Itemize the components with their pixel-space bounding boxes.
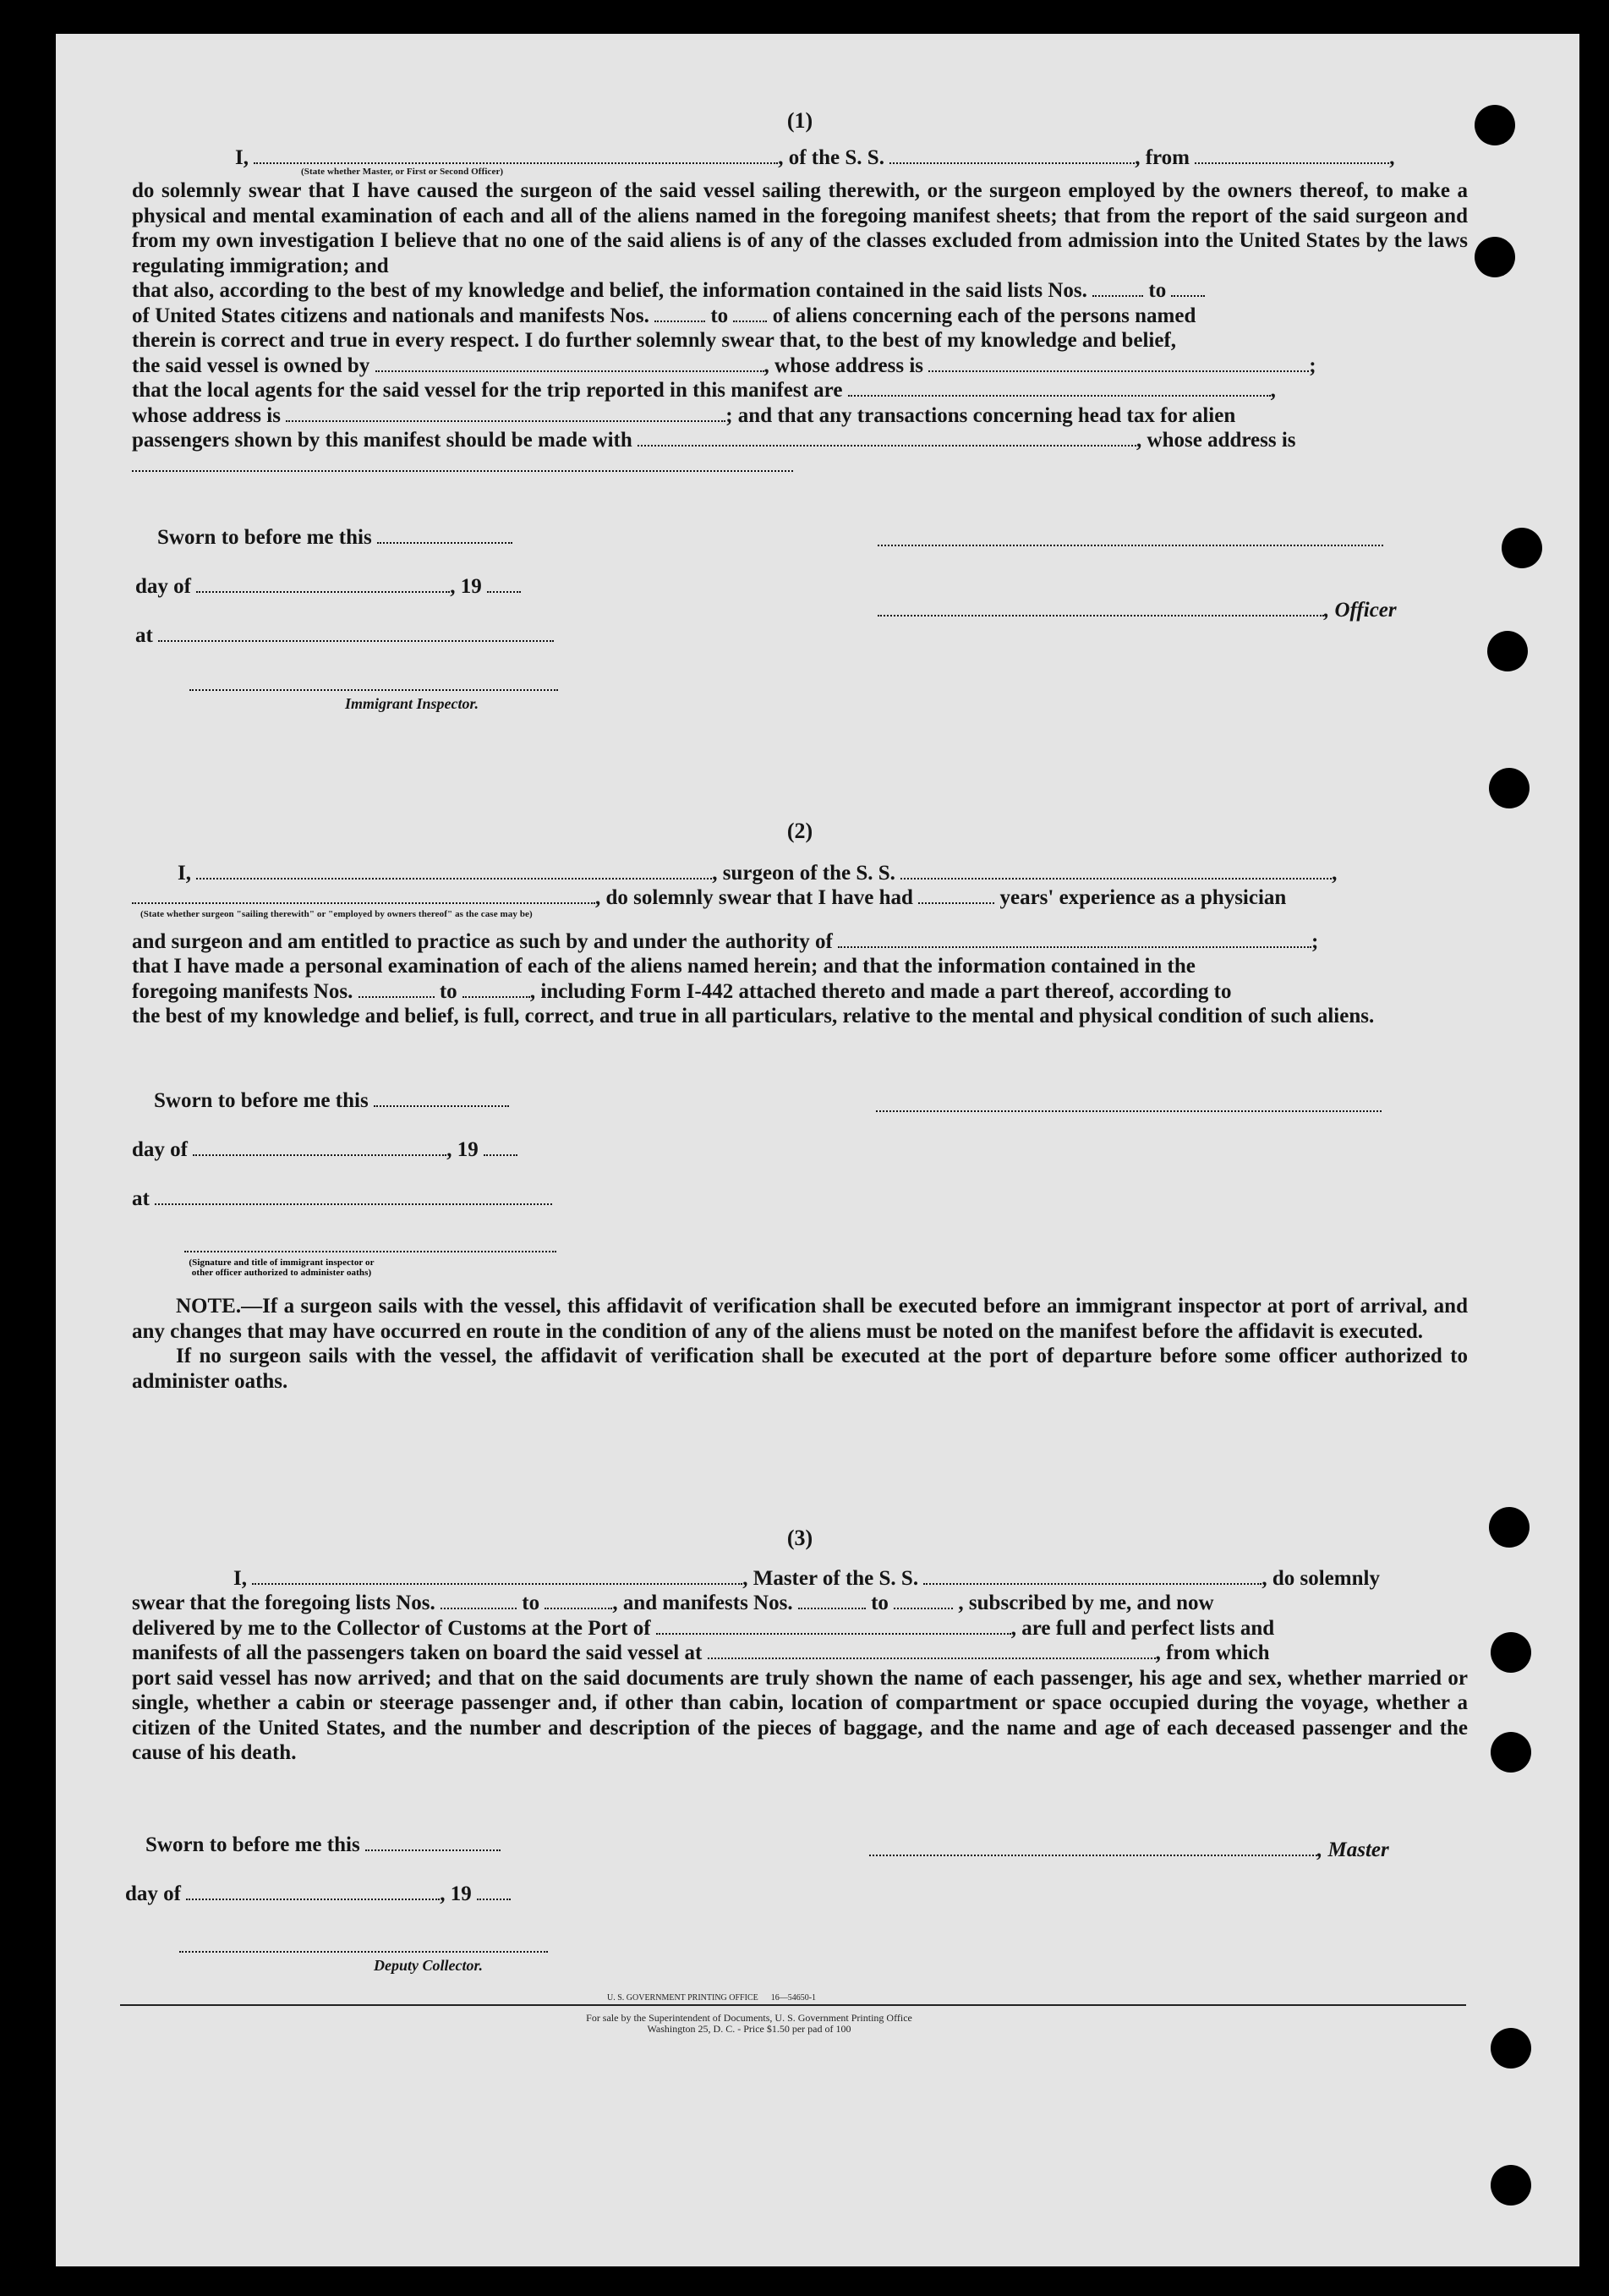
manifests-from-field[interactable]	[654, 320, 705, 322]
officer-name-field[interactable]	[254, 162, 778, 164]
punch-hole	[1475, 237, 1515, 277]
surgeon-name-field[interactable]	[196, 877, 712, 879]
master-line: , Master	[869, 1838, 1389, 1862]
surgeon-manifests-to-field[interactable]	[462, 995, 530, 998]
master-lists-to-field[interactable]	[545, 1607, 612, 1609]
sworn-day-field[interactable]	[377, 541, 512, 544]
sale-notice: For sale by the Superintendent of Documents, U. S. Government Printing Office Washington 25, D. C. - Price $1.50 per pad of 100	[586, 2012, 912, 2035]
master-manifests-from-field[interactable]	[798, 1607, 866, 1609]
authority-field[interactable]	[838, 945, 1311, 948]
at-line-1: at	[135, 624, 554, 648]
punch-hole	[1491, 2028, 1531, 2069]
owner-field[interactable]	[375, 370, 764, 372]
gpo-imprint: U. S. GOVERNMENT PRINTING OFFICE 16—54650-1	[607, 1993, 817, 2003]
year-field[interactable]	[487, 590, 521, 593]
punch-hole	[1489, 1507, 1530, 1548]
punch-hole	[1487, 631, 1528, 671]
section-1-heading: (1)	[786, 108, 813, 133]
inspector-signature-line-2[interactable]	[184, 1250, 556, 1252]
deputy-signature-line[interactable]	[179, 1950, 548, 1953]
lists-to-field[interactable]	[1171, 294, 1205, 297]
month-field-2[interactable]	[193, 1153, 446, 1156]
master-name-field[interactable]	[252, 1582, 742, 1585]
inspector-caption: Immigrant Inspector.	[345, 695, 479, 712]
surgeon-signature-line[interactable]	[876, 1110, 1382, 1112]
section-3-heading: (3)	[786, 1526, 813, 1550]
day-of-line-1: day of , 19	[135, 575, 521, 599]
affidavit-section-2: (2) I, , surgeon of the S. S. , , do solemnly swear that I have had years' experience as a physician (State whether surgeon "sailing therewith" or "employed by owners thereof" as the case may be) and surgeon and am entitled to practice as such by and under the authority of ; that I have made a personal examination of each of the aliens named herein; and that the information contained in the foregoing manifests Nos. to , including Form I-442 attached thereto and made a part thereof, according to the best of my knowledge and belief, is full, correct, and true in all particulars, relative to the mental and physical condition of such aliens.	[132, 819, 1468, 1029]
punch-hole	[1491, 2165, 1531, 2206]
day-of-line-3: day of , 19	[125, 1882, 511, 1906]
head-tax-contact-field[interactable]	[638, 444, 1136, 447]
owner-address-field[interactable]	[928, 370, 1309, 372]
officer-signature-line-top[interactable]	[878, 544, 1383, 546]
officer-line: , Officer	[878, 599, 1397, 622]
manifests-to-field[interactable]	[733, 320, 767, 322]
affidavit-section-1: (1) I, , of the S. S. , from , (State whether Master, or First or Second Officer) do solemnly swear that I have caused the surgeon of the said vessel sailing therewith, or the surgeon employed by the owners thereof, to make a physical and mental examination of each and all of the aliens named in the foregoing manifest sheets; that from the report of the said surgeon and from my own investigation I believe that no one of the said aliens is of any of the classes excluded from admission into the United States by the laws regulating immigration; and that also, according to the best of my knowledge and belief, the information contained in the said lists Nos. to of United States citizens and nationals and manifests Nos. to of aliens concerning each of the persons named therein is correct and true in every respect. I do further solemnly swear that, to the best of my knowledge and belief, the said vessel is owned by , whose address is ; that the local agents for the said vessel for the trip reported in this manifest are , whose address is ; and that any transactions concerning head tax for alien passengers shown by this manifest should be made with , whose address is	[132, 108, 1468, 478]
punch-hole	[1491, 1632, 1531, 1673]
surgeon-manifests-from-field[interactable]	[358, 995, 435, 998]
boarding-port-field[interactable]	[708, 1657, 1156, 1659]
place-field[interactable]	[158, 639, 554, 642]
inspector-signature-line[interactable]	[189, 688, 558, 691]
vessel-name-field[interactable]	[889, 162, 1135, 164]
note-block: NOTE.—If a surgeon sails with the vessel, this affidavit of verification shall be executed before an immigrant inspector at port of arrival, and any changes that may have occurred en route in the condition of any of the aliens must be noted on the manifest before the affidavit is executed. If no surgeon sails with the vessel, the affidavit of verification shall be executed at the port of departure before some officer authorized to administer oaths.	[132, 1295, 1468, 1393]
sworn-day-field-3[interactable]	[365, 1849, 501, 1851]
punch-hole	[1491, 1732, 1531, 1773]
officer-caption: (State whether Master, or First or Second Officer)	[301, 167, 504, 177]
agents-address-field[interactable]	[286, 419, 725, 422]
sworn-line-2: Sworn to before me this	[154, 1089, 509, 1113]
from-port-field[interactable]	[1195, 162, 1389, 164]
punch-hole	[1502, 528, 1542, 568]
month-field[interactable]	[196, 590, 450, 593]
year-field-3[interactable]	[477, 1898, 511, 1900]
footer-rule	[120, 2004, 1466, 2006]
local-agents-field[interactable]	[848, 394, 1271, 397]
section-1-line-1: I, , of the S. S. , from ,	[235, 145, 1395, 169]
deputy-caption: Deputy Collector.	[374, 1957, 483, 1974]
master-lists-from-field[interactable]	[441, 1607, 517, 1609]
day-of-line-2: day of , 19	[132, 1138, 517, 1162]
master-vessel-field[interactable]	[923, 1582, 1261, 1585]
sworn-line-1: Sworn to before me this	[157, 526, 512, 550]
sworn-line-3: Sworn to before me this	[145, 1833, 501, 1857]
section-2-heading: (2)	[786, 819, 813, 843]
year-field-2[interactable]	[484, 1153, 517, 1156]
surgeon-caption: (State whether surgeon "sailing therewith" or "employed by owners thereof" as the case may be)	[140, 908, 533, 919]
section-1-paragraph: do solemnly swear that I have caused the surgeon of the said vessel sailing therewith, or the surgeon employed by the owners thereof, to make a physical and mental examination of each and all of the aliens named in the foregoing manifest sheets; that from the report of the said surgeon and from my own investigation I believe that no one of the said aliens is of any of the classes excluded from admission into the United States by the laws regulating immigration; and	[132, 179, 1468, 277]
head-tax-address-field[interactable]	[132, 469, 793, 472]
place-field-2[interactable]	[155, 1203, 552, 1205]
surgeon-status-field[interactable]	[132, 901, 595, 904]
officer-signature-field[interactable]	[878, 614, 1324, 616]
punch-hole	[1489, 768, 1530, 808]
form-sheet	[56, 34, 1579, 2266]
at-line-2: at	[132, 1187, 552, 1211]
punch-hole	[1475, 105, 1515, 145]
lists-from-field[interactable]	[1092, 294, 1143, 297]
surgeon-vessel-field[interactable]	[900, 877, 1332, 879]
years-experience-field[interactable]	[918, 901, 994, 904]
signature-caption: (Signature and title of immigrant inspector or other officer authorized to administer oaths)	[189, 1258, 375, 1278]
month-field-3[interactable]	[186, 1898, 440, 1900]
affidavit-section-3: (3) I, , Master of the S. S. , do solemnly swear that the foregoing lists Nos. to , and manifests Nos. to , subscribed by me, and now delivered by me to the Collector of Customs at the Port of , are full and perfect lists and manifests of all the passengers taken on board the said vessel at , from which port said vessel has now arrived; and that on the said documents are truly shown the name of each passenger, his age and sex, whether married or single, whether a cabin or steerage passenger and, if other than cabin, location of compartment or space occupied during the voyage, whether a citizen of the United States, and the number and description of the pieces of baggage, and the name and age of each deceased passenger and the cause of his death.	[132, 1526, 1468, 1764]
master-manifests-to-field[interactable]	[894, 1607, 953, 1609]
port-field[interactable]	[656, 1632, 1011, 1635]
sworn-day-field-2[interactable]	[374, 1104, 509, 1107]
master-signature-field[interactable]	[869, 1854, 1317, 1856]
